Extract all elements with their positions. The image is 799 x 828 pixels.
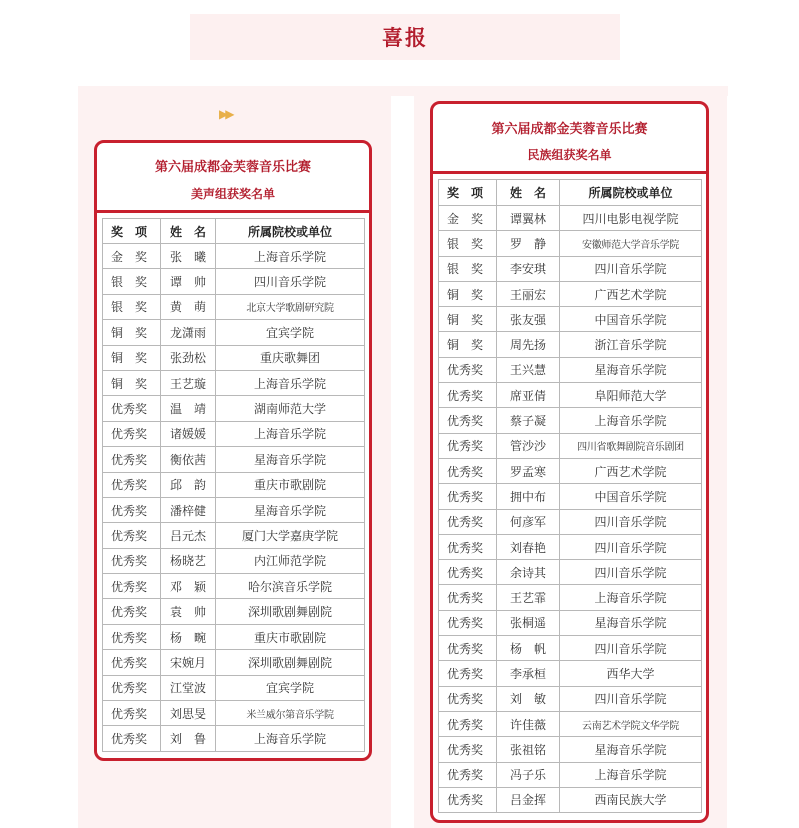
school-cell: 中国音乐学院: [560, 484, 702, 509]
table-row: [103, 269, 365, 294]
table-row: [439, 281, 702, 306]
name-cell: 拥中布: [497, 484, 560, 509]
name-cell: 管沙沙: [497, 433, 560, 458]
table-row: [103, 599, 365, 624]
school-cell: 上海音乐学院: [216, 726, 365, 751]
award-cell: 银 奖: [439, 231, 497, 256]
school-cell: 四川音乐学院: [560, 509, 702, 534]
table-row: [439, 484, 702, 509]
school-cell: 安徽师范大学音乐学院: [560, 231, 702, 256]
award-cell: 优秀奖: [439, 484, 497, 509]
name-cell: 王兴慧: [497, 357, 560, 382]
name-cell: 席亚倩: [497, 383, 560, 408]
table-row: [439, 383, 702, 408]
column-header-award: 奖 项: [439, 180, 497, 206]
school-cell: 上海音乐学院: [216, 421, 365, 446]
award-cell: 铜 奖: [439, 281, 497, 306]
school-cell: 上海音乐学院: [560, 585, 702, 610]
name-cell: 张劲松: [161, 345, 216, 370]
name-cell: 宋婉月: [161, 650, 216, 675]
school-cell: 浙江音乐学院: [560, 332, 702, 357]
name-cell: 吕元杰: [161, 523, 216, 548]
table-row: [439, 307, 702, 332]
school-cell: 上海音乐学院: [216, 244, 365, 269]
table-row: [103, 294, 365, 319]
school-cell: 广西艺术学院: [560, 281, 702, 306]
award-cell: 优秀奖: [439, 661, 497, 686]
school-cell: 星海音乐学院: [560, 357, 702, 382]
column-header-school: 所属院校或单位: [560, 180, 702, 206]
name-cell: 江堂波: [161, 675, 216, 700]
table-row: [103, 675, 365, 700]
award-cell: 优秀奖: [439, 610, 497, 635]
school-cell: 四川音乐学院: [560, 560, 702, 585]
award-cell: 优秀奖: [103, 548, 161, 573]
column-header-award: 奖 项: [103, 219, 161, 244]
name-cell: 罗 静: [497, 231, 560, 256]
award-cell: 优秀奖: [439, 585, 497, 610]
table-row: [103, 574, 365, 599]
table-row: [439, 787, 702, 812]
table-row: [103, 370, 365, 395]
table-row: [103, 523, 365, 548]
table-row: [103, 244, 365, 269]
award-cell: 优秀奖: [103, 675, 161, 700]
name-cell: 杨晓艺: [161, 548, 216, 573]
name-cell: 龙潇雨: [161, 320, 216, 345]
award-cell: 优秀奖: [103, 447, 161, 472]
name-cell: 张桐遥: [497, 610, 560, 635]
name-cell: 诸媛媛: [161, 421, 216, 446]
school-cell: 四川音乐学院: [560, 256, 702, 281]
school-cell: 星海音乐学院: [216, 497, 365, 522]
school-cell: 宜宾学院: [216, 675, 365, 700]
award-cell: 优秀奖: [103, 396, 161, 421]
award-cell: 优秀奖: [103, 650, 161, 675]
bel-canto-table: [102, 218, 365, 752]
table-row: [103, 701, 365, 726]
name-cell: 蔡子凝: [497, 408, 560, 433]
name-cell: 刘 敏: [497, 686, 560, 711]
name-cell: 谭 帅: [161, 269, 216, 294]
table-row: [439, 711, 702, 736]
name-cell: 张祖铭: [497, 737, 560, 762]
table-row: [439, 560, 702, 585]
school-cell: 星海音乐学院: [560, 737, 702, 762]
school-cell: 北京大学歌剧研究院: [216, 294, 365, 319]
arrow-decoration-icon: ▶▶: [219, 107, 232, 121]
table-row: [439, 585, 702, 610]
table-row: [439, 534, 702, 559]
school-cell: 上海音乐学院: [216, 370, 365, 395]
name-cell: 邱 韵: [161, 472, 216, 497]
table-row: [439, 357, 702, 382]
school-cell: 重庆市歌剧院: [216, 624, 365, 649]
left-panel-title: 第六届成都金芙蓉音乐比赛: [154, 160, 311, 175]
award-cell: 优秀奖: [439, 686, 497, 711]
award-cell: 优秀奖: [103, 523, 161, 548]
name-cell: 周先扬: [497, 332, 560, 357]
table-row: [439, 231, 702, 256]
table-row: [439, 206, 702, 231]
award-cell: 优秀奖: [103, 599, 161, 624]
award-cell: 铜 奖: [103, 345, 161, 370]
page-title: 喜报: [382, 26, 428, 50]
column-header-school: 所属院校或单位: [216, 219, 365, 244]
award-cell: 优秀奖: [439, 408, 497, 433]
table-row: [439, 636, 702, 661]
award-cell: 优秀奖: [439, 534, 497, 559]
school-cell: 星海音乐学院: [216, 447, 365, 472]
award-cell: 银 奖: [439, 256, 497, 281]
award-cell: 优秀奖: [103, 421, 161, 446]
table-row: [439, 661, 702, 686]
award-cell: 优秀奖: [103, 726, 161, 751]
name-cell: 吕金挥: [497, 787, 560, 812]
school-cell: 西南民族大学: [560, 787, 702, 812]
table-row: [439, 509, 702, 534]
table-header-row: [439, 180, 702, 206]
table-row: [439, 737, 702, 762]
award-cell: 铜 奖: [103, 370, 161, 395]
award-cell: 优秀奖: [439, 762, 497, 787]
name-cell: 刘春艳: [497, 534, 560, 559]
name-cell: 袁 帅: [161, 599, 216, 624]
award-cell: 优秀奖: [439, 383, 497, 408]
school-cell: 米兰威尔第音乐学院: [216, 701, 365, 726]
name-cell: 谭翼林: [497, 206, 560, 231]
name-cell: 潘梓健: [161, 497, 216, 522]
school-cell: 四川省歌舞剧院音乐剧团: [560, 433, 702, 458]
name-cell: 王艺霏: [497, 585, 560, 610]
table-row: [439, 686, 702, 711]
award-cell: 金 奖: [439, 206, 497, 231]
school-cell: 云南艺术学院文华学院: [560, 711, 702, 736]
table-row: [103, 548, 365, 573]
table-row: [103, 497, 365, 522]
award-cell: 金 奖: [103, 244, 161, 269]
name-cell: 余诗其: [497, 560, 560, 585]
table-row: [103, 472, 365, 497]
table-row: [439, 433, 702, 458]
name-cell: 黄 萌: [161, 294, 216, 319]
title-banner: [190, 14, 620, 60]
column-header-name: 姓 名: [497, 180, 560, 206]
school-cell: 厦门大学嘉庚学院: [216, 523, 365, 548]
name-cell: 张友强: [497, 307, 560, 332]
award-cell: 优秀奖: [439, 509, 497, 534]
folk-table: [438, 179, 702, 813]
name-cell: 刘思旻: [161, 701, 216, 726]
name-cell: 张 曦: [161, 244, 216, 269]
table-row: [439, 762, 702, 787]
school-cell: 深圳歌剧舞剧院: [216, 650, 365, 675]
left-panel-subtitle: 美声组获奖名单: [190, 187, 275, 201]
school-cell: 宜宾学院: [216, 320, 365, 345]
right-panel-title: 第六届成都金芙蓉音乐比赛: [491, 122, 648, 137]
name-cell: 杨 帆: [497, 636, 560, 661]
name-cell: 王艺璇: [161, 370, 216, 395]
table-row: [439, 458, 702, 483]
school-cell: 深圳歌剧舞剧院: [216, 599, 365, 624]
table-row: [439, 408, 702, 433]
school-cell: 重庆歌舞团: [216, 345, 365, 370]
school-cell: 四川电影电视学院: [560, 206, 702, 231]
name-cell: 李承桓: [497, 661, 560, 686]
name-cell: 王丽宏: [497, 281, 560, 306]
award-cell: 优秀奖: [439, 787, 497, 812]
award-cell: 优秀奖: [103, 701, 161, 726]
name-cell: 何彦军: [497, 509, 560, 534]
bel-canto-panel: [94, 140, 372, 761]
school-cell: 西华大学: [560, 661, 702, 686]
award-cell: 优秀奖: [439, 711, 497, 736]
left-header-divider: [97, 210, 369, 213]
award-cell: 优秀奖: [439, 433, 497, 458]
table-row: [103, 396, 365, 421]
column-header-name: 姓 名: [161, 219, 216, 244]
name-cell: 杨 畹: [161, 624, 216, 649]
award-cell: 银 奖: [103, 269, 161, 294]
table-header-row: [103, 219, 365, 244]
table-row: [103, 726, 365, 751]
school-cell: 星海音乐学院: [560, 610, 702, 635]
school-cell: 重庆市歌剧院: [216, 472, 365, 497]
right-panel-subtitle: 民族组获奖名单: [527, 148, 612, 162]
award-cell: 优秀奖: [103, 624, 161, 649]
name-cell: 温 靖: [161, 396, 216, 421]
name-cell: 邓 颖: [161, 574, 216, 599]
school-cell: 哈尔滨音乐学院: [216, 574, 365, 599]
table-row: [439, 332, 702, 357]
school-cell: 阜阳师范大学: [560, 383, 702, 408]
award-cell: 优秀奖: [439, 357, 497, 382]
award-cell: 银 奖: [103, 294, 161, 319]
table-row: [439, 610, 702, 635]
school-cell: 内江师范学院: [216, 548, 365, 573]
table-row: [103, 421, 365, 446]
school-cell: 四川音乐学院: [216, 269, 365, 294]
award-cell: 优秀奖: [103, 574, 161, 599]
name-cell: 许佳薇: [497, 711, 560, 736]
school-cell: 上海音乐学院: [560, 762, 702, 787]
award-cell: 优秀奖: [439, 737, 497, 762]
table-row: [103, 624, 365, 649]
award-cell: 优秀奖: [439, 636, 497, 661]
name-cell: 李安琪: [497, 256, 560, 281]
award-cell: 优秀奖: [103, 472, 161, 497]
award-cell: 铜 奖: [439, 307, 497, 332]
name-cell: 罗孟寒: [497, 458, 560, 483]
name-cell: 刘 鲁: [161, 726, 216, 751]
award-cell: 优秀奖: [439, 560, 497, 585]
school-cell: 上海音乐学院: [560, 408, 702, 433]
school-cell: 四川音乐学院: [560, 534, 702, 559]
top-background-strip: [78, 86, 728, 96]
table-row: [439, 256, 702, 281]
table-row: [103, 650, 365, 675]
name-cell: 衡依茜: [161, 447, 216, 472]
school-cell: 广西艺术学院: [560, 458, 702, 483]
award-cell: 优秀奖: [439, 458, 497, 483]
school-cell: 中国音乐学院: [560, 307, 702, 332]
right-header-divider: [433, 171, 706, 174]
table-row: [103, 345, 365, 370]
award-cell: 优秀奖: [103, 497, 161, 522]
name-cell: 冯子乐: [497, 762, 560, 787]
award-cell: 铜 奖: [439, 332, 497, 357]
award-cell: 铜 奖: [103, 320, 161, 345]
table-row: [103, 320, 365, 345]
table-row: [103, 447, 365, 472]
school-cell: 四川音乐学院: [560, 686, 702, 711]
folk-panel: [430, 101, 709, 823]
school-cell: 湖南师范大学: [216, 396, 365, 421]
school-cell: 四川音乐学院: [560, 636, 702, 661]
